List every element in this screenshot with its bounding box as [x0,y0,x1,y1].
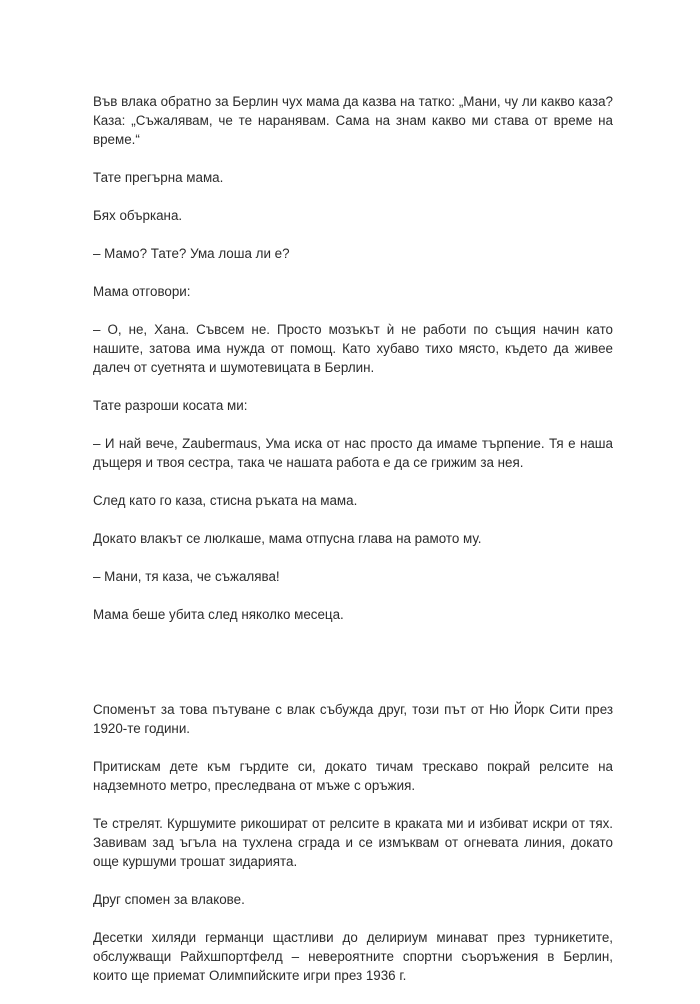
paragraph: Мама беше убита след няколко месеца. [93,607,344,622]
paragraph: Във влака обратно за Берлин чух мама да казва на татко: „Мани, чу ли какво каза? Каза: „Съжалявам, че те наранявам. Сама на знам какво ми става от време на време.“ [93,94,613,147]
paragraph: – Мани, тя каза, че съжалява! [93,569,280,584]
paragraph: Споменът за това пътуване с влак събужда друг, този път от Ню Йорк Сити през 1920-те години. [93,702,613,736]
paragraph: Притискам дете към гърдите си, докато тичам трескаво покрай релсите на надземното метро, преследвана от мъже с оръжия. [93,759,613,793]
paragraph: Мама отговори: [93,284,191,299]
paragraph: Докато влакът се люлкаше, мама отпусна глава на рамото му. [93,531,482,546]
paragraph: – О, не, Хана. Съвсем не. Просто мозъкът ѝ не работи по същия начин като нашите, затова има нужда от помощ. Като хубаво тихо място, където да живее далеч от суетнята и шумотевицата в Берлин. [93,322,613,375]
paragraph: Десетки хиляди германци щастливи до делириум минават през турникетите, обслужващи Райхшпортфелд – невероятните спортни съоръжения в Берлин, които ще приемат Олимпийските игри през 1936 г. [93,930,613,983]
paragraph: – Мамо? Тате? Ума лоша ли е? [93,246,290,261]
document-page [93,92,613,1004]
paragraph: Друг спомен за влакове. [93,892,245,907]
paragraph: След като го каза, стисна ръката на мама. [93,493,358,508]
paragraph: Те стрелят. Куршумите рикошират от релсите в краката ми и избиват искри от тях. Завивам зад ъгъла на тухлена сграда и се измъквам от огневата линия, докато още куршуми трошат зидарията. [93,816,613,869]
section-break [93,643,613,700]
paragraph: – И най вече, Zaubermaus, Ума иска от нас просто да имаме търпение. Тя е наша дъщеря и твоя сестра, така че нашата работа е да се грижим за нея. [93,436,613,470]
paragraph: Бях объркана. [93,208,183,223]
paragraph: Тате разроши косата ми: [93,398,248,413]
paragraph: Тате прегърна мама. [93,170,224,185]
